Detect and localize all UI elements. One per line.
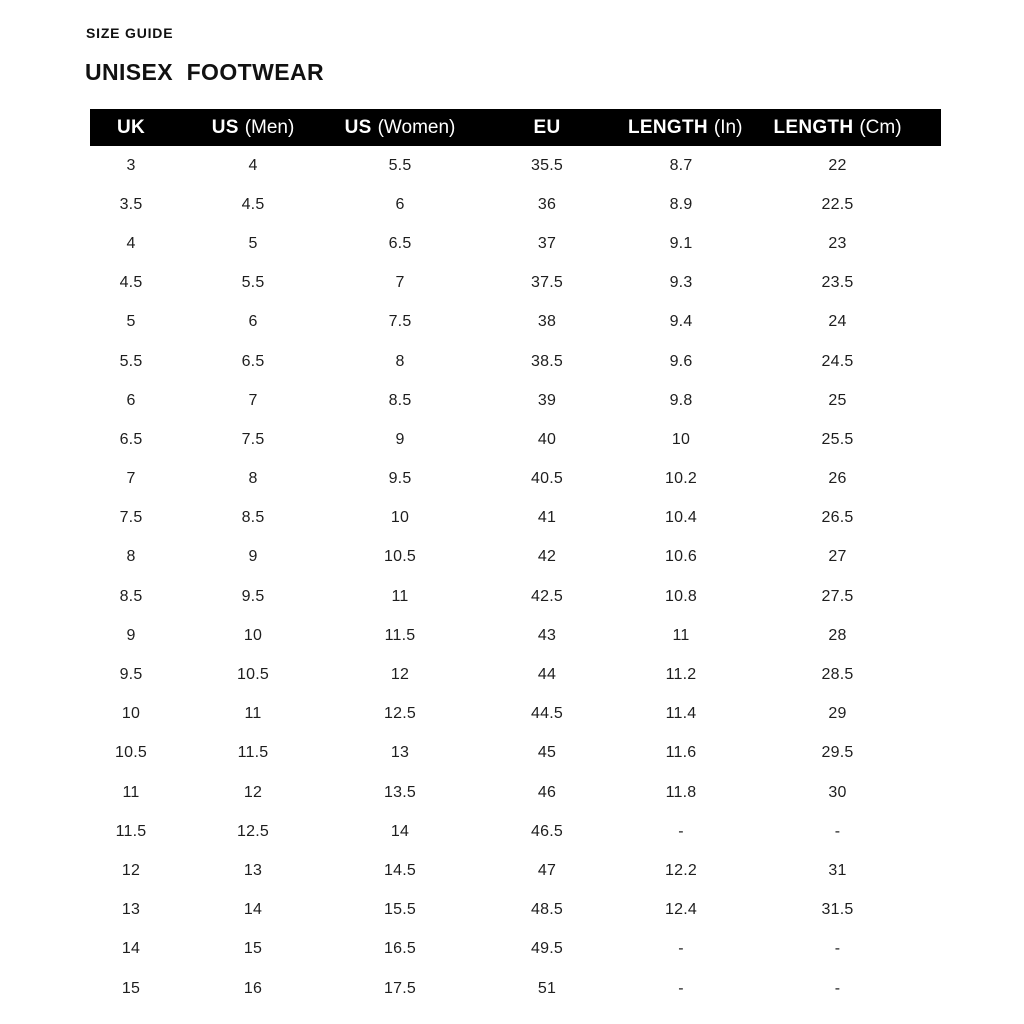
- table-cell: 10.5: [237, 666, 269, 684]
- table-cell: -: [678, 822, 684, 840]
- table-cell: 10: [671, 430, 691, 448]
- table-cell: 15: [121, 979, 141, 997]
- table-row: [90, 891, 941, 930]
- table-cell: 11: [244, 705, 262, 723]
- table-cell: 8.5: [119, 587, 143, 605]
- header-normal-text: (In): [713, 116, 743, 138]
- table-cell: 5.5: [119, 352, 143, 370]
- table-cell: 28.5: [821, 666, 854, 684]
- table-cell: 14: [243, 901, 263, 919]
- table-cell: 9.5: [388, 470, 412, 488]
- table-row: [90, 695, 941, 734]
- table-cell: 13: [121, 901, 141, 919]
- table-cell: 17.5: [384, 979, 416, 997]
- table-cell: 9: [395, 430, 405, 448]
- table-cell: 11: [391, 587, 409, 605]
- table-cell: 44: [537, 666, 557, 684]
- table-cell: 22: [828, 156, 847, 174]
- table-cell: 11.2: [665, 666, 697, 684]
- table-cell: -: [678, 979, 684, 997]
- table-cell: 39: [537, 391, 557, 409]
- column-header-us-women: [334, 109, 466, 146]
- header-row: [90, 109, 941, 146]
- table-cell: 12: [121, 861, 141, 879]
- table-cell: 6.5: [119, 430, 143, 448]
- table-cell: 46: [537, 783, 557, 801]
- table-row: [90, 812, 941, 851]
- table-cell: 10: [390, 509, 410, 527]
- table-cell: 4: [248, 156, 258, 174]
- table-cell: 12: [243, 783, 263, 801]
- table-cell: 43: [537, 626, 557, 644]
- table-cell: 44.5: [531, 705, 563, 723]
- table-cell: -: [834, 822, 841, 840]
- table-cell: 14.5: [384, 861, 416, 879]
- table-cell: 36: [537, 195, 557, 213]
- table-cell: 5.5: [241, 274, 265, 292]
- table-cell: 7.5: [388, 313, 412, 331]
- table-row: [90, 460, 941, 499]
- table-cell: 12.4: [665, 901, 697, 919]
- header-bold-text: UK: [116, 116, 146, 138]
- table-cell: 48.5: [531, 901, 563, 919]
- table-cell: 24.5: [821, 352, 854, 370]
- table-cell: 6: [395, 195, 405, 213]
- table-row: [90, 381, 941, 420]
- table-cell: 7: [126, 470, 136, 488]
- size-table-header: [90, 109, 941, 146]
- table-cell: 9: [248, 548, 258, 566]
- table-cell: -: [678, 940, 684, 958]
- table-cell: 9.5: [119, 666, 143, 684]
- header-bold-text: US: [211, 116, 239, 138]
- table-cell: 8.5: [241, 509, 265, 527]
- table-cell: 10.5: [384, 548, 416, 566]
- table-cell: 28: [828, 626, 847, 644]
- table-row: [90, 616, 941, 655]
- header-normal-text: (Women): [377, 116, 456, 138]
- table-cell: 12: [390, 666, 410, 684]
- table-cell: 10.2: [665, 470, 697, 488]
- table-row: [90, 851, 941, 890]
- table-cell: 8: [395, 352, 405, 370]
- table-cell: 9.8: [669, 391, 693, 409]
- table-row: [90, 185, 941, 224]
- table-cell: 38: [537, 313, 557, 331]
- table-cell: 8.9: [669, 195, 693, 213]
- table-row: [90, 420, 941, 459]
- table-cell: 13.5: [384, 783, 416, 801]
- table-cell: 25.5: [821, 430, 854, 448]
- table-cell: 51: [537, 979, 557, 997]
- table-cell: 8: [126, 548, 136, 566]
- table-cell: 7: [395, 274, 405, 292]
- table-cell: 6.5: [388, 234, 412, 252]
- table-cell: 29.5: [821, 744, 854, 762]
- header-bold-text: LENGTH: [628, 116, 708, 138]
- header-normal-text: (Men): [244, 116, 295, 138]
- table-cell: 23.5: [821, 274, 854, 292]
- table-cell: 41: [537, 509, 557, 527]
- table-cell: 11.5: [115, 822, 147, 840]
- table-cell: 8.5: [388, 391, 412, 409]
- table-cell: 7.5: [119, 509, 143, 527]
- column-header-length-in: [628, 109, 743, 146]
- table-row: [90, 930, 941, 969]
- table-cell: 7: [248, 391, 258, 409]
- table-cell: 25: [828, 391, 847, 409]
- table-row: [90, 224, 941, 263]
- column-header-length-cm: [734, 109, 941, 146]
- table-cell: 14: [121, 940, 141, 958]
- table-cell: 31: [828, 861, 847, 879]
- table-cell: 9: [126, 626, 136, 644]
- table-row: [90, 655, 941, 694]
- table-cell: 12.5: [237, 822, 269, 840]
- table-cell: 10: [243, 626, 263, 644]
- table-row: [90, 264, 941, 303]
- table-cell: 11: [672, 626, 690, 644]
- table-cell: 5: [126, 313, 136, 331]
- table-cell: 4.5: [241, 195, 265, 213]
- table-cell: 37.5: [531, 274, 563, 292]
- table-cell: 29: [828, 705, 847, 723]
- table-cell: 9.1: [669, 234, 693, 252]
- table-cell: 9.5: [241, 587, 265, 605]
- table-cell: 6: [248, 313, 258, 331]
- table-cell: 15.5: [384, 901, 416, 919]
- table-cell: 8: [248, 470, 258, 488]
- header-bold-text: US: [344, 116, 372, 138]
- table-cell: 9.4: [669, 313, 693, 331]
- table-cell: 47: [537, 861, 557, 879]
- table-cell: -: [834, 940, 841, 958]
- table-row: [90, 342, 941, 381]
- table-cell: 10.5: [115, 744, 147, 762]
- table-cell: 40: [537, 430, 557, 448]
- table-cell: 9.6: [669, 352, 693, 370]
- table-cell: 16.5: [384, 940, 416, 958]
- table-cell: 31.5: [821, 901, 854, 919]
- table-cell: 11.4: [665, 705, 697, 723]
- table-cell: 5.5: [388, 156, 412, 174]
- table-cell: 45: [537, 744, 557, 762]
- table-cell: 11.5: [384, 626, 416, 644]
- table-cell: 26.5: [821, 509, 854, 527]
- table-cell: 3: [126, 156, 136, 174]
- table-cell: 7.5: [241, 430, 265, 448]
- table-cell: 11.5: [237, 744, 269, 762]
- table-row: [90, 538, 941, 577]
- table-cell: -: [834, 979, 841, 997]
- column-header-us-men: [172, 109, 334, 146]
- table-cell: 40.5: [531, 470, 563, 488]
- table-cell: 6.5: [241, 352, 265, 370]
- table-cell: 13: [243, 861, 263, 879]
- table-cell: 16: [243, 979, 263, 997]
- table-cell: 24: [828, 313, 847, 331]
- table-cell: 10.6: [665, 548, 697, 566]
- table-cell: 11: [122, 783, 140, 801]
- table-cell: 3.5: [119, 195, 143, 213]
- table-cell: 12.2: [665, 861, 697, 879]
- table-cell: 10: [121, 705, 141, 723]
- table-cell: 26: [828, 470, 847, 488]
- table-cell: 11.6: [665, 744, 697, 762]
- table-cell: 15: [243, 940, 263, 958]
- table-cell: 27: [828, 548, 847, 566]
- table-cell: 30: [828, 783, 847, 801]
- table-cell: 4.5: [119, 274, 143, 292]
- column-header-uk: [90, 109, 172, 146]
- table-cell: 37: [537, 234, 557, 252]
- table-cell: 10.8: [665, 587, 697, 605]
- table-cell: 46.5: [531, 822, 563, 840]
- table-cell: 11.8: [665, 783, 697, 801]
- table-cell: 12.5: [384, 705, 416, 723]
- table-cell: 5: [248, 234, 258, 252]
- table-row: [90, 577, 941, 616]
- page-title: UNISEX FOOTWEAR: [85, 59, 324, 85]
- header-bold-text: LENGTH: [773, 116, 854, 138]
- header-bold-text: EU: [533, 116, 561, 138]
- size-table: [90, 109, 941, 1008]
- table-row: [90, 146, 941, 185]
- table-cell: 9.3: [669, 274, 693, 292]
- table-cell: 4: [126, 234, 136, 252]
- table-row: [90, 499, 941, 538]
- table-cell: 14: [390, 822, 410, 840]
- table-row: [90, 773, 941, 812]
- table-row: [90, 734, 941, 773]
- table-cell: 8.7: [669, 156, 693, 174]
- column-header-eu: [466, 109, 628, 146]
- table-cell: 23: [828, 234, 847, 252]
- table-cell: 27.5: [821, 587, 854, 605]
- table-cell: 42.5: [531, 587, 563, 605]
- table-row: [90, 969, 941, 1008]
- table-cell: 49.5: [531, 940, 563, 958]
- size-table-body: [90, 146, 941, 1008]
- table-row: [90, 303, 941, 342]
- table-cell: 6: [126, 391, 136, 409]
- table-cell: 35.5: [531, 156, 563, 174]
- table-cell: 38.5: [531, 352, 563, 370]
- table-cell: 22.5: [821, 195, 854, 213]
- header-normal-text: (Cm): [859, 116, 902, 138]
- table-cell: 13: [390, 744, 410, 762]
- table-cell: 10.4: [665, 509, 697, 527]
- table-cell: 42: [537, 548, 557, 566]
- size-guide-label: SIZE GUIDE: [86, 25, 174, 41]
